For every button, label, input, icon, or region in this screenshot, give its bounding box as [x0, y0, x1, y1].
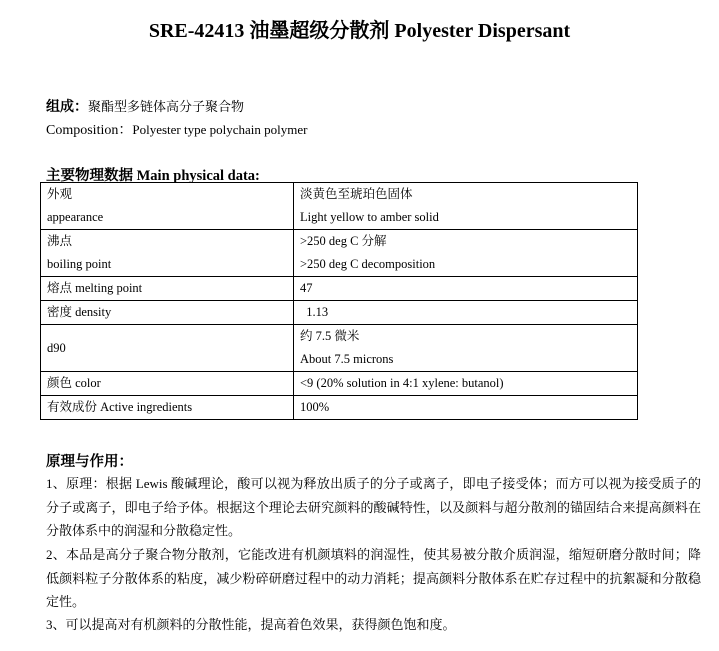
- composition-cn-line: [46, 96, 244, 116]
- value-cell: [294, 183, 638, 230]
- principle-heading: 原理与作用：: [46, 454, 133, 470]
- table-row-melting-point: [41, 277, 638, 301]
- property-cell: 密度 density: [41, 301, 294, 325]
- composition-en-value: Polyester type polychain polymer: [132, 122, 308, 137]
- table-row-d90: [41, 325, 638, 372]
- table-row-color: [41, 372, 638, 396]
- value-cell: <9 (20% solution in 4:1 xylene: butanol): [294, 372, 638, 396]
- value-cell: 1.13: [294, 301, 638, 325]
- property-en: appearance: [47, 210, 104, 224]
- value-cell: 47: [294, 277, 638, 301]
- value-cn: 约 7.5 微米: [300, 329, 360, 343]
- value-cell: [294, 230, 638, 277]
- property-cell: [41, 230, 294, 277]
- physical-data-heading: 主要物理数据 Main physical data:: [46, 168, 260, 184]
- value-en: >250 deg C decomposition: [300, 257, 436, 271]
- value-en: About 7.5 microns: [300, 352, 394, 366]
- property-cn: 沸点: [47, 234, 73, 248]
- value-cn: >250 deg C 分解: [300, 234, 387, 248]
- value-cn: 淡黄色至琥珀色固体: [300, 187, 413, 201]
- value-en: Light yellow to amber solid: [300, 210, 439, 224]
- property-cell: [41, 183, 294, 230]
- value-cell: 100%: [294, 396, 638, 420]
- principle-paragraph-2: 2、本品是高分子聚合物分散剂，它能改进有机颜填料的润湿性，使其易被分散介质润湿，缩短研磨分散时间；降低颜料粒子分散体系的粘度，减少粉碎研磨过程中的动力消耗；提高颜料分散体系在贮存过程中的抗絮凝和分散稳定性。: [46, 547, 701, 609]
- composition-en-line: [46, 119, 307, 139]
- property-en: boiling point: [47, 257, 112, 271]
- value-cell: [294, 325, 638, 372]
- document-title: SRE-42413 油墨超级分散剂 Polyester Dispersant: [148, 20, 571, 42]
- property-cn: 外观: [47, 187, 73, 201]
- table-row-density: [41, 301, 638, 325]
- property-cell: 有效成份 Active ingredients: [41, 396, 294, 420]
- principle-paragraph-1: 1、原理：根据 Lewis 酸碱理论，酸可以视为释放出质子的分子或离子，即电子接受体；而方可以视为接受质子的分子或离子，即电子给予体。根据这个理论去研究颜料的酸碱特性，以及颜料与超分散剂的锚固结合来提高颜料在分散体系中的润湿和分散稳定性。: [46, 476, 701, 538]
- property-cell: 熔点 melting point: [41, 277, 294, 301]
- composition-cn-label: 组成：: [46, 100, 88, 115]
- table-row-appearance: [41, 183, 638, 230]
- property-cell: 颜色 color: [41, 372, 294, 396]
- principle-paragraph-3: 3、可以提高对有机颜料的分散性能，提高着色效果，获得颜色饱和度。: [46, 617, 456, 632]
- table-row-active-ingredients: [41, 396, 638, 420]
- composition-cn-value: 聚酯型多链体高分子聚合物: [88, 99, 245, 114]
- table-row-boiling-point: [41, 230, 638, 277]
- composition-en-label: Composition：: [46, 123, 133, 138]
- physical-data-table: [40, 182, 638, 420]
- property-cell: d90: [41, 325, 294, 372]
